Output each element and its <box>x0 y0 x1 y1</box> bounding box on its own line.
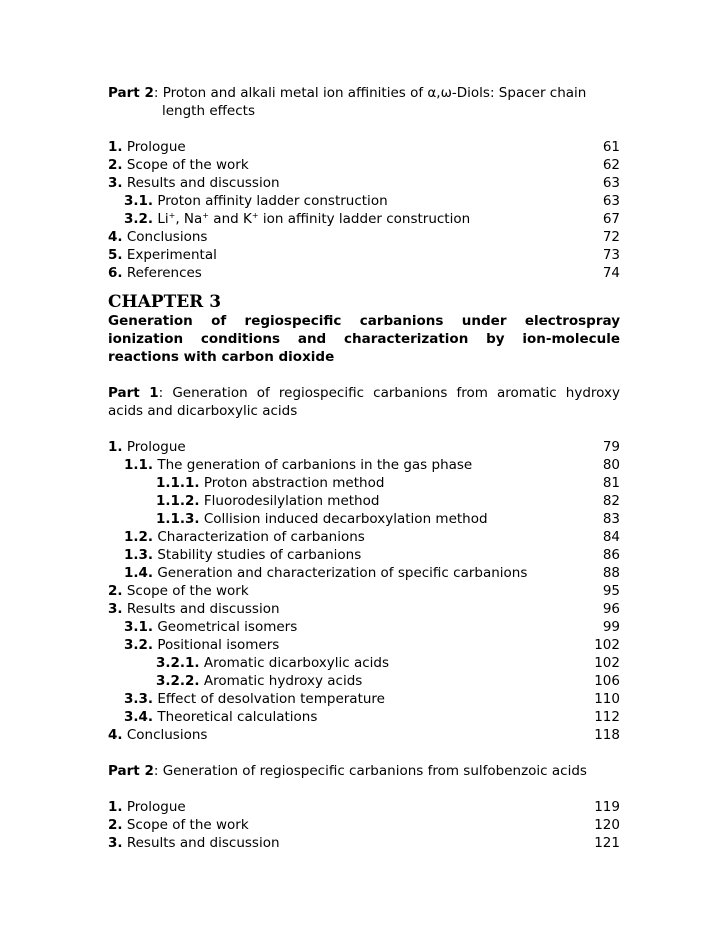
toc-text: Proton abstraction method <box>203 475 385 491</box>
toc-page-number: 106 <box>594 673 620 689</box>
chapter-title: Generation of regiospecific carbanions under electrospray ionization conditions and characterization by ion-molecule reactions with carbon dioxide <box>108 313 620 365</box>
part2b-title: Generation of regiospecific carbanions from sulfobenzoic acids <box>162 763 587 779</box>
toc-number: 4. <box>108 727 123 743</box>
toc-text: Conclusions <box>126 229 208 245</box>
chapter-heading: CHAPTER 3 <box>108 292 222 312</box>
toc-page-number: 61 <box>602 139 620 155</box>
toc-row[interactable] <box>108 654 620 672</box>
toc-page-number: 84 <box>602 529 620 545</box>
toc-text: Scope of the work <box>126 817 249 833</box>
toc-number: 2. <box>108 583 123 599</box>
toc-page-number: 63 <box>602 193 620 209</box>
toc-text: Collision induced decarboxylation method <box>203 511 488 527</box>
toc-row[interactable] <box>108 474 620 492</box>
toc-page-number: 62 <box>602 157 620 173</box>
toc-page-number: 88 <box>602 565 620 581</box>
part2b-sep: : <box>153 763 163 779</box>
superscript-plus: + <box>251 211 259 220</box>
toc-text: Characterization of carbanions <box>157 529 365 545</box>
toc-text: Experimental <box>126 247 217 263</box>
toc-number: 3.2. <box>124 637 154 653</box>
toc-number: 3. <box>108 835 123 851</box>
toc-number: 1.1.3. <box>156 511 200 527</box>
toc-row[interactable] <box>108 156 620 174</box>
toc-row[interactable] <box>108 834 620 852</box>
part1-title: Generation of regiospecific carbanions from aromatic hydroxy acids and dicarboxylic acids <box>108 385 620 419</box>
toc-page-number: 112 <box>594 709 620 725</box>
toc-row[interactable] <box>108 618 620 636</box>
toc-text: Theoretical calculations <box>157 709 318 725</box>
toc-page-number: 96 <box>602 601 620 617</box>
part1-heading <box>108 384 620 420</box>
toc-text: Conclusions <box>126 727 208 743</box>
toc-number: 3.2.1. <box>156 655 200 671</box>
toc-row[interactable] <box>108 264 620 282</box>
part2b-label: Part 2 <box>108 763 154 779</box>
toc-row[interactable] <box>108 138 620 156</box>
toc-row[interactable] <box>108 564 620 582</box>
toc-row[interactable] <box>108 726 620 744</box>
toc-text: Prologue <box>126 799 186 815</box>
toc-text: Aromatic dicarboxylic acids <box>203 655 390 671</box>
toc-text: Results and discussion <box>126 601 280 617</box>
toc-page-number: 74 <box>602 265 620 281</box>
toc-row[interactable] <box>108 492 620 510</box>
toc-number: 1. <box>108 439 123 455</box>
toc-number: 3.1. <box>124 619 154 635</box>
toc-text: Prologue <box>126 139 186 155</box>
toc-number: 1. <box>108 139 123 155</box>
toc-page <box>108 84 620 852</box>
toc-text: The generation of carbanions in the gas phase <box>157 457 473 473</box>
toc-text: Scope of the work <box>126 157 249 173</box>
toc-text: , Na <box>175 211 203 227</box>
toc-page-number: 110 <box>594 691 620 707</box>
toc-text: Results and discussion <box>126 175 280 191</box>
toc-page-number: 118 <box>594 727 620 743</box>
toc-number: 3.2.2. <box>156 673 200 689</box>
toc-number: 1.1. <box>124 457 154 473</box>
toc-page-number: 83 <box>602 511 620 527</box>
toc-text: Results and discussion <box>126 835 280 851</box>
part2a-toc <box>108 138 620 282</box>
toc-row[interactable] <box>108 210 620 228</box>
toc-number: 6. <box>108 265 123 281</box>
toc-page-number: 79 <box>602 439 620 455</box>
toc-page-number: 95 <box>602 583 620 599</box>
toc-number: 3.3. <box>124 691 154 707</box>
toc-page-number: 119 <box>594 799 620 815</box>
part2b-toc <box>108 798 620 852</box>
toc-text: Fluorodesilylation method <box>203 493 380 509</box>
toc-number: 1.2. <box>124 529 154 545</box>
part2a-sep: : <box>153 85 163 101</box>
toc-text: Stability studies of carbanions <box>157 547 362 563</box>
superscript-plus: + <box>202 211 209 220</box>
toc-number: 2. <box>108 157 123 173</box>
part2a-label: Part 2 <box>108 85 154 101</box>
toc-row[interactable] <box>108 816 620 834</box>
toc-row[interactable] <box>108 582 620 600</box>
toc-page-number: 82 <box>602 493 620 509</box>
toc-text: Positional isomers <box>157 637 280 653</box>
toc-row[interactable] <box>108 456 620 474</box>
toc-text: Effect of desolvation temperature <box>157 691 385 707</box>
toc-text: Generation and characterization of specific carbanions <box>157 565 528 581</box>
toc-number: 3.2. <box>124 211 154 227</box>
toc-page-number: 80 <box>602 457 620 473</box>
toc-page-number: 86 <box>602 547 620 563</box>
toc-row[interactable] <box>108 636 620 654</box>
toc-row[interactable] <box>108 600 620 618</box>
toc-page-number: 120 <box>594 817 620 833</box>
toc-page-number: 102 <box>594 637 620 653</box>
toc-number: 1.3. <box>124 547 154 563</box>
toc-number: 3.4. <box>124 709 154 725</box>
superscript-plus: + <box>168 211 176 220</box>
toc-row[interactable] <box>108 192 620 210</box>
toc-row[interactable] <box>108 510 620 528</box>
toc-row[interactable] <box>108 690 620 708</box>
toc-text: Scope of the work <box>126 583 249 599</box>
toc-number: 1.1.2. <box>156 493 200 509</box>
toc-page-number: 99 <box>602 619 620 635</box>
toc-page-number: 81 <box>602 475 620 491</box>
part2a-title-line2: length effects <box>162 103 255 119</box>
toc-number: 1.1.1. <box>156 475 200 491</box>
toc-row[interactable] <box>108 246 620 264</box>
toc-number: 1. <box>108 799 123 815</box>
part1-sep: : <box>158 385 173 401</box>
toc-page-number: 72 <box>602 229 620 245</box>
toc-text: Li <box>157 211 169 227</box>
part1-toc <box>108 438 620 744</box>
toc-number: 3. <box>108 601 123 617</box>
toc-row[interactable] <box>108 438 620 456</box>
part2a-title-line1: Proton and alkali metal ion affinities of α,ω-Diols: Spacer chain <box>162 85 587 101</box>
toc-row[interactable] <box>108 672 620 690</box>
toc-number: 3. <box>108 175 123 191</box>
part1-label: Part 1 <box>108 385 159 401</box>
toc-number: 2. <box>108 817 123 833</box>
toc-text: ion affinity ladder construction <box>258 211 471 227</box>
toc-number: 1.4. <box>124 565 154 581</box>
toc-text: and K <box>209 211 252 227</box>
toc-page-number: 67 <box>602 211 620 227</box>
toc-text: Prologue <box>126 439 186 455</box>
part2b-heading <box>108 762 620 780</box>
toc-page-number: 63 <box>602 175 620 191</box>
part2a-heading <box>108 84 620 120</box>
toc-text: References <box>126 265 202 281</box>
toc-row[interactable] <box>108 228 620 246</box>
toc-row[interactable] <box>108 546 620 564</box>
toc-number: 5. <box>108 247 123 263</box>
toc-row[interactable] <box>108 528 620 546</box>
toc-row[interactable] <box>108 798 620 816</box>
toc-page-number: 102 <box>594 655 620 671</box>
toc-number: 3.1. <box>124 193 154 209</box>
toc-row[interactable] <box>108 174 620 192</box>
toc-number: 4. <box>108 229 123 245</box>
toc-text: Proton affinity ladder construction <box>157 193 388 209</box>
toc-text: Aromatic hydroxy acids <box>203 673 363 689</box>
toc-page-number: 121 <box>594 835 620 851</box>
toc-text: Geometrical isomers <box>157 619 298 635</box>
toc-page-number: 73 <box>602 247 620 263</box>
toc-row[interactable] <box>108 708 620 726</box>
